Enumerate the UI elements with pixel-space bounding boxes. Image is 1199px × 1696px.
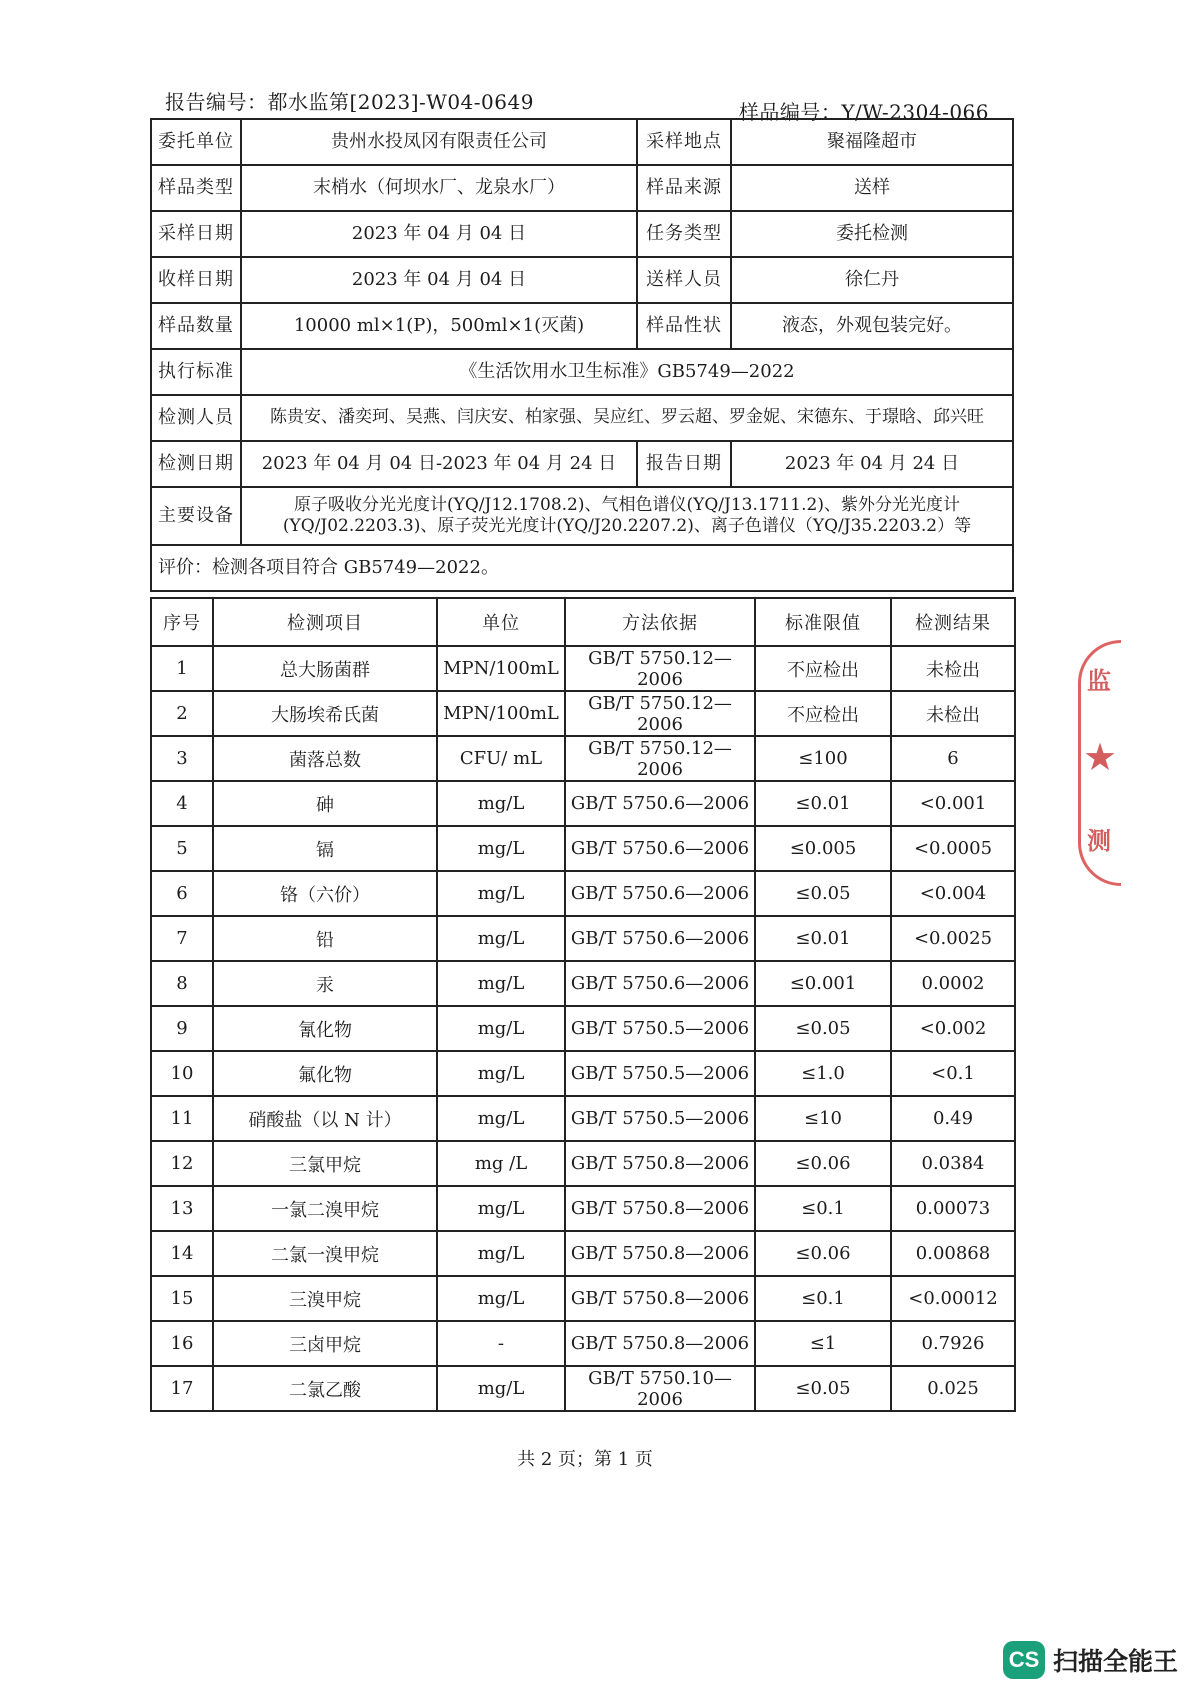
table-row (151, 1141, 1015, 1186)
info-row (151, 119, 1013, 165)
row-unit: mg/L (437, 961, 565, 1006)
camscanner-app-name: 扫描全能王 (1053, 1648, 1179, 1676)
row-no: 13 (151, 1186, 213, 1231)
row-limit: ≤100 (755, 736, 891, 781)
camscanner-watermark (1003, 1641, 1178, 1679)
row-limit: ≤0.005 (755, 826, 891, 871)
equipment-label: 主要设备 (151, 487, 241, 545)
row-method: GB/T 5750.5—2006 (565, 1096, 755, 1141)
row-item: 氰化物 (213, 1006, 437, 1051)
table-row (151, 826, 1015, 871)
row-limit: ≤0.06 (755, 1231, 891, 1276)
row-unit: mg/L (437, 1051, 565, 1096)
info-row (151, 211, 1013, 257)
site-label: 采样地点 (637, 119, 731, 165)
quantity-value: 10000 ml×1(P)，500ml×1(灭菌) (241, 303, 637, 349)
row-method: GB/T 5750.5—2006 (565, 1051, 755, 1096)
col-header-result: 检测结果 (891, 598, 1015, 646)
row-item: 砷 (213, 781, 437, 826)
report-date-label: 报告日期 (637, 441, 731, 487)
source-value: 送样 (731, 165, 1013, 211)
info-row (151, 395, 1013, 441)
client-value: 贵州水投凤冈有限责任公司 (241, 119, 637, 165)
client-label: 委托单位 (151, 119, 241, 165)
row-limit: ≤0.1 (755, 1186, 891, 1231)
row-no: 9 (151, 1006, 213, 1051)
row-item: 三卤甲烷 (213, 1321, 437, 1366)
row-unit: mg/L (437, 871, 565, 916)
info-row (151, 165, 1013, 211)
stamp-char: 监 (1087, 666, 1111, 695)
table-row (151, 1006, 1015, 1051)
row-unit: mg/L (437, 1096, 565, 1141)
row-result: <0.004 (891, 871, 1015, 916)
table-row (151, 1231, 1015, 1276)
row-no: 3 (151, 736, 213, 781)
table-row (151, 916, 1015, 961)
row-method: GB/T 5750.12—2006 (565, 646, 755, 691)
row-item: 镉 (213, 826, 437, 871)
star-icon: ★ (1083, 735, 1118, 779)
row-no: 4 (151, 781, 213, 826)
row-no: 17 (151, 1366, 213, 1411)
row-item: 二氯乙酸 (213, 1366, 437, 1411)
row-method: GB/T 5750.8—2006 (565, 1186, 755, 1231)
row-unit: mg/L (437, 1006, 565, 1051)
table-row (151, 1366, 1015, 1411)
standard-value: 《生活饮用水卫生标准》GB5749—2022 (241, 349, 1013, 395)
row-item: 铅 (213, 916, 437, 961)
row-unit: mg/L (437, 781, 565, 826)
row-method: GB/T 5750.6—2006 (565, 871, 755, 916)
sampling-date-label: 采样日期 (151, 211, 241, 257)
row-result: 未检出 (891, 691, 1015, 736)
table-row (151, 781, 1015, 826)
row-method: GB/T 5750.5—2006 (565, 1006, 755, 1051)
table-row (151, 1321, 1015, 1366)
row-item: 三氯甲烷 (213, 1141, 437, 1186)
test-date-label: 检测日期 (151, 441, 241, 487)
row-method: GB/T 5750.12—2006 (565, 691, 755, 736)
row-result: <0.002 (891, 1006, 1015, 1051)
table-row (151, 1096, 1015, 1141)
row-limit: ≤10 (755, 1096, 891, 1141)
row-result: 0.49 (891, 1096, 1015, 1141)
row-limit: ≤0.06 (755, 1141, 891, 1186)
condition-value: 液态，外观包装完好。 (731, 303, 1013, 349)
type-label: 样品类型 (151, 165, 241, 211)
results-body (151, 646, 1015, 1411)
row-method: GB/T 5750.8—2006 (565, 1276, 755, 1321)
info-row (151, 303, 1013, 349)
red-seal-stamp (1078, 640, 1121, 886)
source-label: 样品来源 (637, 165, 731, 211)
site-value: 聚福隆超市 (731, 119, 1013, 165)
info-row (151, 257, 1013, 303)
row-unit: MPN/100mL (437, 646, 565, 691)
row-item: 一氯二溴甲烷 (213, 1186, 437, 1231)
row-limit: ≤0.05 (755, 1366, 891, 1411)
row-unit: mg/L (437, 1276, 565, 1321)
row-item: 大肠埃希氏菌 (213, 691, 437, 736)
inspectors-value: 陈贵安、潘奕珂、吴燕、闫庆安、柏家强、吴应红、罗云超、罗金妮、宋德东、于璟晗、邱兴旺 (241, 395, 1013, 441)
standard-label: 执行标准 (151, 349, 241, 395)
row-no: 10 (151, 1051, 213, 1096)
col-header-method: 方法依据 (565, 598, 755, 646)
col-header-unit: 单位 (437, 598, 565, 646)
col-header-no: 序号 (151, 598, 213, 646)
table-row (151, 1276, 1015, 1321)
row-limit: ≤0.01 (755, 916, 891, 961)
col-header-item: 检测项目 (213, 598, 437, 646)
evaluation: 评价：检测各项目符合 GB5749—2022。 (151, 545, 1013, 591)
row-no: 6 (151, 871, 213, 916)
row-limit: 不应检出 (755, 691, 891, 736)
info-row (151, 545, 1013, 591)
row-result: <0.001 (891, 781, 1015, 826)
row-no: 11 (151, 1096, 213, 1141)
info-row (151, 487, 1013, 545)
table-row (151, 691, 1015, 736)
row-result: 0.0384 (891, 1141, 1015, 1186)
row-result: 0.00868 (891, 1231, 1015, 1276)
row-result: 0.7926 (891, 1321, 1015, 1366)
row-method: GB/T 5750.6—2006 (565, 826, 755, 871)
table-row (151, 646, 1015, 691)
row-item: 二氯一溴甲烷 (213, 1231, 437, 1276)
table-row (151, 1186, 1015, 1231)
report-date-value: 2023 年 04 月 24 日 (731, 441, 1013, 487)
inspectors-label: 检测人员 (151, 395, 241, 441)
task-type-label: 任务类型 (637, 211, 731, 257)
row-limit: ≤0.001 (755, 961, 891, 1006)
row-result: <0.0025 (891, 916, 1015, 961)
sampling-date-value: 2023 年 04 月 04 日 (241, 211, 637, 257)
row-result: 6 (891, 736, 1015, 781)
row-limit: ≤0.01 (755, 781, 891, 826)
row-item: 汞 (213, 961, 437, 1006)
sender-value: 徐仁丹 (731, 257, 1013, 303)
table-row (151, 871, 1015, 916)
row-method: GB/T 5750.6—2006 (565, 961, 755, 1006)
row-item: 总大肠菌群 (213, 646, 437, 691)
row-no: 7 (151, 916, 213, 961)
row-unit: mg/L (437, 916, 565, 961)
row-unit: mg/L (437, 1186, 565, 1231)
report-number: 报告编号：都水监第[2023]-W04-0649 (165, 90, 534, 114)
quantity-label: 样品数量 (151, 303, 241, 349)
row-unit: - (437, 1321, 565, 1366)
row-result: 0.00073 (891, 1186, 1015, 1231)
table-row (151, 1051, 1015, 1096)
row-result: 未检出 (891, 646, 1015, 691)
sample-number: 样品编号：Y/W-2304-066 (738, 100, 989, 124)
row-method: GB/T 5750.6—2006 (565, 781, 755, 826)
row-unit: CFU/ mL (437, 736, 565, 781)
row-no: 8 (151, 961, 213, 1006)
results-header-row (151, 598, 1015, 646)
row-method: GB/T 5750.6—2006 (565, 916, 755, 961)
row-item: 氟化物 (213, 1051, 437, 1096)
row-result: <0.0005 (891, 826, 1015, 871)
col-header-limit: 标准限值 (755, 598, 891, 646)
row-result: 0.0002 (891, 961, 1015, 1006)
row-no: 5 (151, 826, 213, 871)
task-type-value: 委托检测 (731, 211, 1013, 257)
row-method: GB/T 5750.12—2006 (565, 736, 755, 781)
row-method: GB/T 5750.8—2006 (565, 1321, 755, 1366)
row-unit: MPN/100mL (437, 691, 565, 736)
row-item: 三溴甲烷 (213, 1276, 437, 1321)
equipment-value: 原子吸收分光光度计(YQ/J12.1708.2)、气相色谱仪(YQ/J13.1711.2)、紫外分光光度计(YQ/J02.2203.3)、原子荧光光度计(YQ/J20.2207.2)、离子色谱仪（YQ/J35.2203.2）等 (241, 487, 1013, 545)
receive-date-label: 收样日期 (151, 257, 241, 303)
row-limit: ≤0.1 (755, 1276, 891, 1321)
camscanner-logo-icon: CS (1003, 1641, 1045, 1679)
table-row (151, 736, 1015, 781)
row-item: 硝酸盐（以 N 计） (213, 1096, 437, 1141)
test-results-table (150, 597, 1016, 1412)
type-value: 末梢水（何坝水厂、龙泉水厂） (241, 165, 637, 211)
row-item: 菌落总数 (213, 736, 437, 781)
page-footer: 共 2 页；第 1 页 (517, 1449, 653, 1470)
row-limit: ≤0.05 (755, 1006, 891, 1051)
condition-label: 样品性状 (637, 303, 731, 349)
row-unit: mg /L (437, 1141, 565, 1186)
row-no: 2 (151, 691, 213, 736)
table-row (151, 961, 1015, 1006)
sender-label: 送样人员 (637, 257, 731, 303)
row-limit: ≤1.0 (755, 1051, 891, 1096)
test-date-value: 2023 年 04 月 04 日-2023 年 04 月 24 日 (241, 441, 637, 487)
info-row (151, 349, 1013, 395)
row-no: 14 (151, 1231, 213, 1276)
row-method: GB/T 5750.8—2006 (565, 1141, 755, 1186)
sample-info-table (150, 118, 1014, 592)
row-no: 16 (151, 1321, 213, 1366)
row-no: 12 (151, 1141, 213, 1186)
row-result: <0.1 (891, 1051, 1015, 1096)
receive-date-value: 2023 年 04 月 04 日 (241, 257, 637, 303)
row-result: 0.025 (891, 1366, 1015, 1411)
row-limit: ≤1 (755, 1321, 891, 1366)
row-item: 铬（六价） (213, 871, 437, 916)
row-result: <0.00012 (891, 1276, 1015, 1321)
row-unit: mg/L (437, 826, 565, 871)
row-method: GB/T 5750.10—2006 (565, 1366, 755, 1411)
info-row (151, 441, 1013, 487)
row-limit: 不应检出 (755, 646, 891, 691)
row-no: 1 (151, 646, 213, 691)
row-no: 15 (151, 1276, 213, 1321)
stamp-char: 测 (1087, 826, 1111, 855)
row-unit: mg/L (437, 1231, 565, 1276)
row-method: GB/T 5750.8—2006 (565, 1231, 755, 1276)
row-unit: mg/L (437, 1366, 565, 1411)
row-limit: ≤0.05 (755, 871, 891, 916)
